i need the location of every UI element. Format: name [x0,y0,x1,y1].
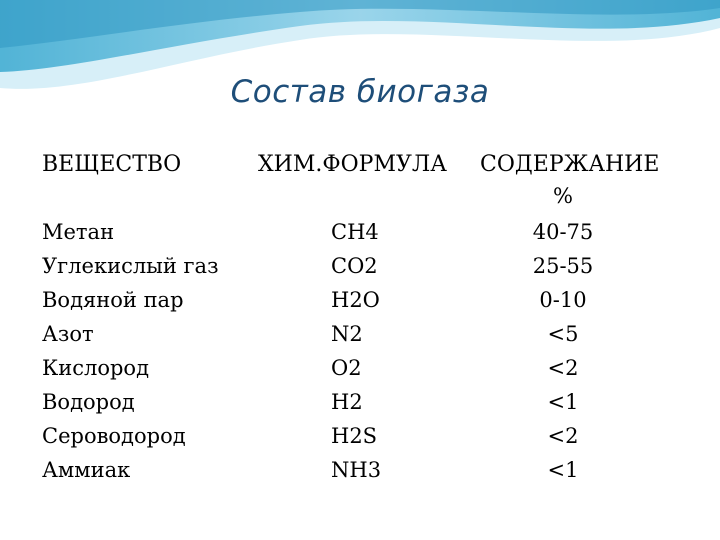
substance-cell: Водяной пар [42,288,184,312]
header-content: СОДЕРЖАНИЕ [480,152,660,177]
header-substance: ВЕЩЕСТВО [42,152,182,177]
content-cell: 25-55 [532,254,594,278]
formula-cell: CO2 [331,254,378,278]
table-row [0,254,720,288]
substance-cell: Сероводород [42,424,186,448]
table-row [0,424,720,458]
content-cell: 40-75 [532,220,594,244]
content-cell: <1 [547,458,579,482]
content-cell: <2 [547,424,579,448]
formula-cell: CH4 [331,220,379,244]
substance-cell: Аммиак [42,458,131,482]
formula-cell: H2S [331,424,378,448]
header-content-unit: % [553,184,573,208]
substance-cell: Кислород [42,356,150,380]
slide-title: Состав биогаза [230,74,490,110]
table-row [0,390,720,424]
table-row [0,458,720,492]
content-cell: <5 [547,322,579,346]
formula-cell: H2 [331,390,363,414]
table-row [0,220,720,254]
table-row [0,322,720,356]
formula-cell: O2 [331,356,362,380]
content-cell: 0-10 [539,288,587,312]
table-row [0,288,720,322]
formula-cell: N2 [331,322,363,346]
substance-cell: Водород [42,390,135,414]
table-row [0,356,720,390]
header-formula: ХИМ.ФОРМУЛА [258,152,447,177]
content-cell: <2 [547,356,579,380]
substance-cell: Метан [42,220,115,244]
formula-cell: H2O [331,288,380,312]
substance-cell: Углекислый газ [42,254,219,278]
substance-cell: Азот [42,322,94,346]
formula-cell: NH3 [331,458,382,482]
content-cell: <1 [547,390,579,414]
